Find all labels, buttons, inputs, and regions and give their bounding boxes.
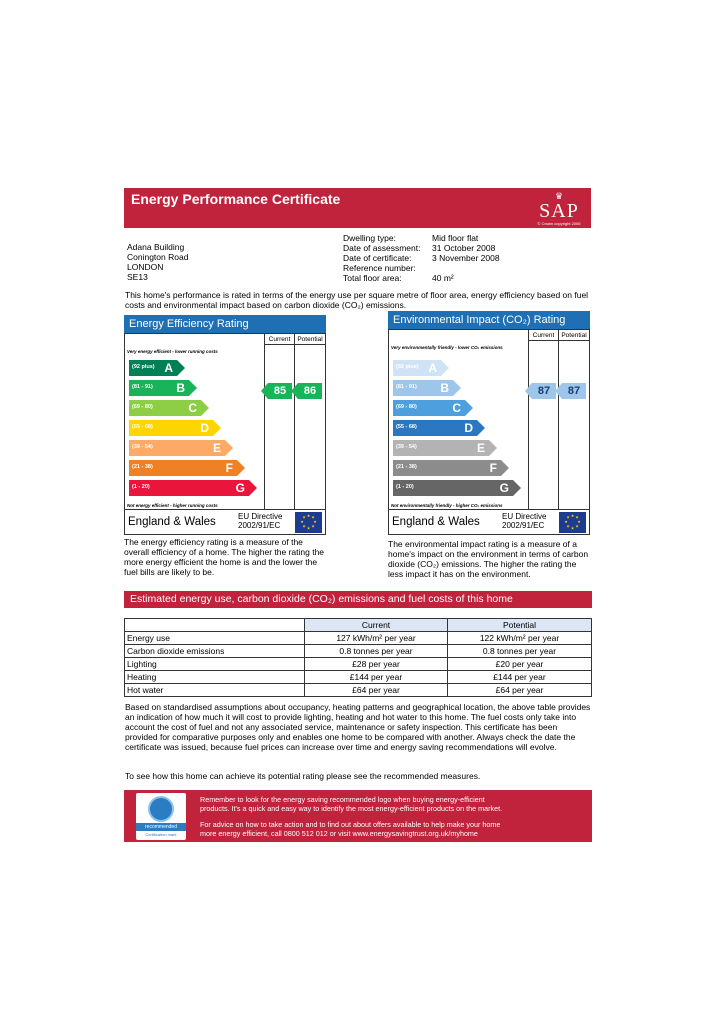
banner-line: more energy efficient, call 0800 512 012 or visit www.energysavingtrust.org.uk/myhome — [200, 829, 478, 838]
potential-value: 0.8 tonnes per year — [448, 645, 592, 658]
arrow-tip — [555, 383, 562, 399]
svg-text:★: ★ — [313, 519, 317, 524]
current-column-header: Current — [528, 330, 558, 341]
efficiency-top-note: Very energy efficient - lower running costs — [127, 349, 218, 354]
rating-band-f — [393, 460, 501, 476]
banner-advice — [200, 820, 580, 838]
certificate-header — [124, 188, 591, 228]
logo-sublabel: Certification mark — [145, 832, 177, 837]
band-letter: D — [464, 421, 473, 435]
band-range: (69 - 80) — [396, 404, 417, 410]
environmental-bottom-note: Not environmentally friendly - higher CO₂ emissions — [391, 503, 503, 508]
rating-band-g — [393, 480, 513, 496]
directive-line: EU Directive — [238, 512, 283, 521]
detail-row — [343, 273, 500, 283]
table-header-row — [125, 619, 592, 632]
arrow-tip — [291, 383, 298, 399]
divider — [264, 345, 265, 509]
band-letter: F — [489, 461, 497, 475]
band-range: (39 - 54) — [132, 444, 153, 450]
energy-efficiency-chart — [124, 333, 326, 535]
band-tip — [201, 400, 209, 416]
directive-line: EU Directive — [502, 512, 547, 521]
current-value: £64 per year — [305, 684, 448, 697]
svg-text:★: ★ — [306, 525, 311, 531]
rating-band-g — [129, 480, 249, 496]
environmental-impact-panel — [388, 311, 590, 579]
environmental-impact-chart — [388, 329, 590, 535]
svg-text:★: ★ — [300, 519, 304, 524]
rating-band-d — [129, 420, 213, 436]
band-range: (21 - 38) — [132, 464, 153, 470]
potential-value: £64 per year — [448, 684, 592, 697]
environmental-description: The environmental impact rating is a measure of a home's impact on the environment in terms of carbon dioxide (CO₂) emissions. The higher the rating the less impact it has on the environment. — [388, 539, 589, 579]
panel-footer — [389, 509, 589, 535]
band-tip — [249, 480, 257, 496]
table-row — [125, 632, 592, 645]
band-range: (81 - 91) — [396, 384, 417, 390]
svg-text:★: ★ — [575, 523, 579, 529]
energy-efficiency-title: Energy Efficiency Rating — [124, 315, 326, 333]
region-label: England & Wales — [392, 516, 480, 528]
arrow-tip — [525, 383, 532, 399]
rating-band-c — [393, 400, 465, 416]
rating-band-b — [393, 380, 453, 396]
row-label: Lighting — [125, 658, 305, 671]
potential-rating-arrow — [298, 383, 322, 399]
detail-label: Reference number: — [343, 263, 416, 273]
band-letter: C — [188, 401, 197, 415]
detail-value: 40 m² — [432, 273, 454, 283]
banner-line: For advice on how to take action and to find out about offers available to help make your home — [200, 820, 501, 829]
band-range: (55 - 68) — [132, 424, 153, 430]
region-label: England & Wales — [128, 516, 216, 528]
current-value: £28 per year — [305, 658, 448, 671]
potential-rating-value: 86 — [303, 385, 317, 397]
band-range: (21 - 38) — [396, 464, 417, 470]
band-letter: F — [225, 461, 233, 475]
band-letter: A — [428, 361, 437, 375]
directive-line: 2002/91/EC — [238, 521, 281, 530]
band-tip — [189, 380, 197, 396]
band-range: (55 - 68) — [396, 424, 417, 430]
banner-line: Remember to look for the energy saving recommended logo when buying energy-efficient — [200, 795, 485, 804]
band-tip — [213, 420, 221, 436]
band-letter: B — [176, 381, 185, 395]
table-header: Potential — [448, 619, 592, 632]
potential-value: 122 kWh/m² per year — [448, 632, 592, 645]
sap-logo — [533, 192, 585, 226]
band-range: (81 - 91) — [132, 384, 153, 390]
current-value: £144 per year — [305, 671, 448, 684]
current-rating-arrow — [532, 383, 556, 399]
svg-text:★: ★ — [570, 513, 575, 518]
energy-saving-banner — [124, 790, 592, 842]
table-row — [125, 684, 592, 697]
current-value: 127 kWh/m² per year — [305, 632, 448, 645]
dwelling-details — [343, 233, 500, 283]
band-letter: E — [212, 441, 221, 455]
banner-message — [200, 795, 580, 813]
band-tip — [465, 400, 473, 416]
detail-label: Dwelling type: — [343, 233, 396, 243]
svg-text:★: ★ — [311, 523, 315, 529]
potential-rating-arrow — [562, 383, 586, 399]
assumptions-text: Based on standardised assumptions about occupancy, heating patterns and geographical location, the above table provides an indication of how much it will cost to provide lighting, heating and hot water to this home. The fuel costs only take into account the cost of fuel and not any associated service, maintenance or safety inspection. This certificate has been provided for comparative purposes only and enables one home to be compared with another. Always check the date the certificate was issued, because fuel prices can increase over time and energy saving recommendations will evolve. — [125, 702, 591, 752]
svg-text:★: ★ — [564, 519, 568, 524]
detail-label: Date of assessment: — [343, 243, 421, 253]
band-letter: C — [452, 401, 461, 415]
rating-band-e — [129, 440, 225, 456]
row-label: Hot water — [125, 684, 305, 697]
recommended-measures-text: To see how this home can achieve its potential rating please see the recommended measures. — [125, 771, 481, 781]
band-tip — [177, 360, 185, 376]
table-row — [125, 671, 592, 684]
crown-copyright: © Crown copyright 2005 — [537, 221, 581, 226]
detail-row — [343, 243, 500, 253]
table-row — [125, 645, 592, 658]
intro-text: This home's performance is rated in terms of the energy use per square metre of floor area, energy efficiency based on fuel costs and environmental impact based on carbon dioxide (CO₂) emissions. — [125, 290, 589, 310]
detail-row — [343, 263, 500, 273]
rating-band-a — [393, 360, 441, 376]
band-letter: A — [164, 361, 173, 375]
svg-text:★: ★ — [311, 514, 315, 520]
table-header: Current — [305, 619, 448, 632]
potential-column-header: Potential — [558, 330, 589, 341]
potential-value: £144 per year — [448, 671, 592, 684]
detail-label: Total floor area: — [343, 273, 402, 283]
logo-circle — [148, 796, 174, 822]
band-letter: G — [499, 481, 509, 495]
band-letter: B — [440, 381, 449, 395]
band-tip — [225, 440, 233, 456]
property-address — [127, 242, 188, 282]
detail-label: Date of certificate: — [343, 253, 412, 263]
rating-band-b — [129, 380, 189, 396]
eu-directive-label — [502, 512, 546, 530]
costs-table — [124, 618, 592, 697]
band-range: (1 - 20) — [396, 484, 414, 490]
efficiency-description: The energy efficiency rating is a measure of the overall efficiency of a home. The higher the rating the more energy efficient the home is and the lower the fuel bills are likely to be. — [124, 537, 325, 577]
detail-value: 31 October 2008 — [432, 243, 496, 253]
rating-band-a — [129, 360, 177, 376]
row-label: Energy use — [125, 632, 305, 645]
rating-band-e — [393, 440, 489, 456]
svg-text:★: ★ — [306, 513, 311, 518]
svg-text:★: ★ — [302, 523, 306, 529]
current-rating-arrow — [268, 383, 292, 399]
energy-efficiency-panel — [124, 315, 326, 577]
band-tip — [513, 480, 521, 496]
divider — [528, 341, 529, 509]
eu-directive-label — [238, 512, 282, 530]
row-label: Heating — [125, 671, 305, 684]
current-column-header: Current — [264, 334, 294, 345]
panel-footer — [125, 509, 325, 535]
detail-row — [343, 233, 500, 243]
address-line: Adana Building — [127, 242, 185, 252]
band-range: (69 - 80) — [132, 404, 153, 410]
band-letter: E — [476, 441, 485, 455]
svg-text:★: ★ — [566, 523, 570, 529]
arrow-tip — [261, 383, 268, 399]
directive-line: 2002/91/EC — [502, 521, 545, 530]
band-tip — [477, 420, 485, 436]
table-header — [125, 619, 305, 632]
certificate-title: Energy Performance Certificate — [131, 191, 341, 207]
environmental-impact-title: Environmental Impact (CO₂) Rating — [388, 311, 590, 329]
table-row — [125, 658, 592, 671]
rating-band-c — [129, 400, 201, 416]
svg-text:★: ★ — [302, 514, 306, 520]
energy-saving-recommended-logo-icon — [136, 793, 186, 840]
band-letter: G — [235, 481, 245, 495]
eu-flag-icon — [559, 512, 586, 533]
potential-rating-value: 87 — [567, 385, 581, 397]
svg-text:★: ★ — [566, 514, 570, 520]
band-range: (1 - 20) — [132, 484, 150, 490]
address-line: SE13 — [127, 272, 148, 282]
band-range: (92 plus) — [396, 364, 419, 370]
banner-line: products. It's a quick and easy way to identify the most energy-efficient products on the market. — [200, 804, 503, 813]
band-tip — [453, 380, 461, 396]
divider — [558, 341, 559, 509]
current-rating-value: 87 — [537, 385, 551, 397]
detail-row — [343, 253, 500, 263]
efficiency-bottom-note: Not energy efficient - higher running costs — [127, 503, 218, 508]
detail-value: 3 November 2008 — [432, 253, 500, 263]
band-letter: D — [200, 421, 209, 435]
band-tip — [501, 460, 509, 476]
logo-label: recommended — [136, 823, 186, 831]
environmental-top-note: Very environmentally friendly - lower CO₂ emissions — [391, 345, 503, 350]
band-range: (92 plus) — [132, 364, 155, 370]
address-line: Conington Road — [127, 252, 189, 262]
potential-column-header: Potential — [294, 334, 325, 345]
divider — [294, 345, 295, 509]
band-tip — [489, 440, 497, 456]
band-range: (39 - 54) — [396, 444, 417, 450]
eu-flag-icon — [295, 512, 322, 533]
detail-value: Mid floor flat — [432, 233, 479, 243]
sap-logo-text: SAP — [539, 200, 579, 222]
rating-band-f — [129, 460, 237, 476]
band-tip — [441, 360, 449, 376]
svg-text:★: ★ — [570, 525, 575, 531]
svg-text:★: ★ — [577, 519, 581, 524]
estimated-costs-title: Estimated energy use, carbon dioxide (CO₂) emissions and fuel costs of this home — [124, 591, 592, 608]
current-value: 0.8 tonnes per year — [305, 645, 448, 658]
current-rating-value: 85 — [273, 385, 287, 397]
svg-text:★: ★ — [575, 514, 579, 520]
address-line: LONDON — [127, 262, 164, 272]
potential-value: £20 per year — [448, 658, 592, 671]
row-label: Carbon dioxide emissions — [125, 645, 305, 658]
band-tip — [237, 460, 245, 476]
crown-icon: ♛ — [554, 191, 564, 201]
rating-band-d — [393, 420, 477, 436]
